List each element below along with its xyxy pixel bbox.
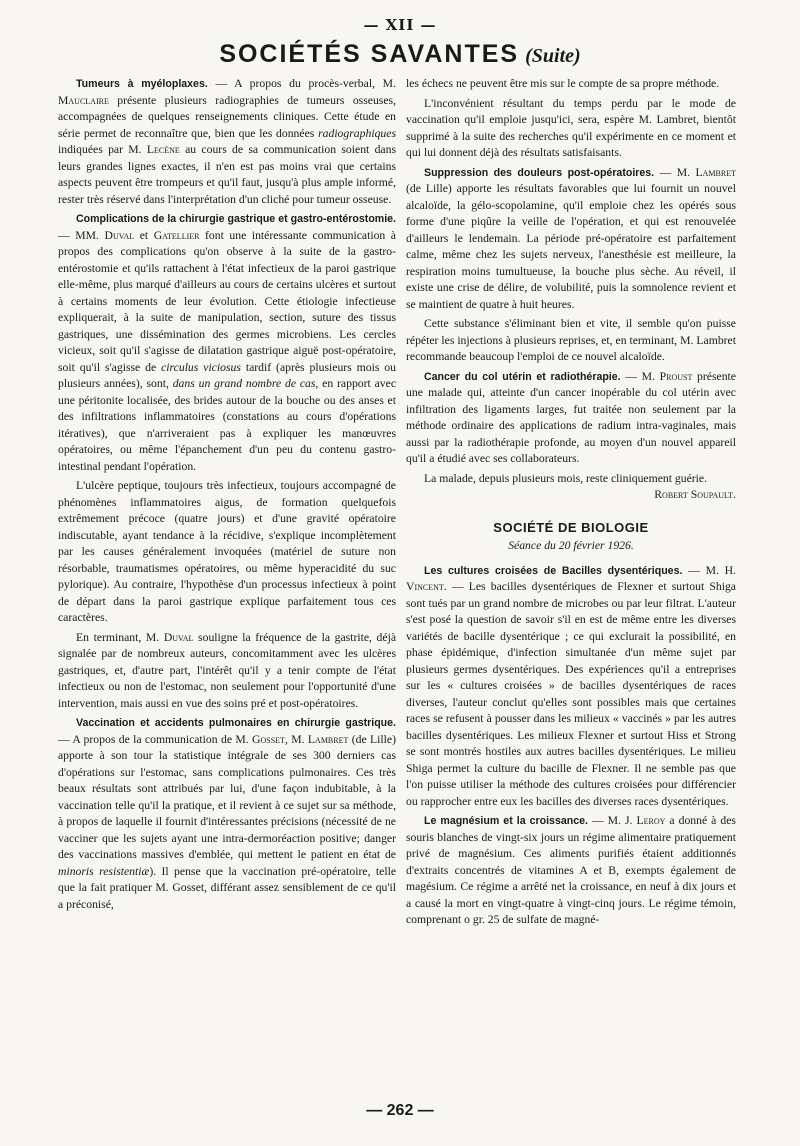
article-heading: Cancer du col utérin et radiothérapie. bbox=[424, 370, 621, 383]
author-name: Vincent bbox=[406, 580, 444, 593]
article-heading: Le magnésium et la croissance. bbox=[424, 815, 588, 827]
paragraph-terminant: En terminant, M. Duval souligne la fréquence de la gastrite, déjà signalée par de nombreux auteurs, concomitamment avec les ulcères gastriques, et, d'autre part, l'intérêt qu'il y a tenir compte de l'état infectieux ou non de l'estomac, non seulement pour l'opportunité d'une intervention, mais aussi en vue des soins pré et post-opératoires. bbox=[58, 630, 397, 710]
page-title bbox=[0, 40, 800, 69]
paragraph-ulcere: L'ulcère peptique, toujours très infectieux, toujours accompagné de phénomènes inflammatoires aigus, de formation quelquefois extrêmement précoce (quatre jours) et d'une gravité opératoire indiscutable, ayant tendance à la récidive, s'explique incomplètement par les causes généralement invoquées (matériel de suture non résorbable, traumatismes opératoires, ou même hyperacidité du suc pylorique). Au contraire, l'hypothèse d'un processus infectieux à point de départ dans la paroi gastrique explique parfaitement tous ces caractères. bbox=[58, 479, 396, 624]
article-heading: Vaccination et accidents pulmonaires en chirurgie gastrique. bbox=[76, 717, 396, 729]
article-heading: Suppression des douleurs post-opératoires. bbox=[424, 166, 655, 179]
section-heading-biologie: SOCIÉTÉ DE BIOLOGIE bbox=[493, 519, 649, 535]
paragraph-inconvenient: L'inconvénient résultant du temps perdu par le mode de vaccination qu'il emploie jusqu'ici, sera, espère M. Lambret, bientôt supprimé à la suite des recherches qu'il expérimente en ce moment et qui lui donnent déjà des résultats satisfaisants. bbox=[406, 96, 736, 159]
title-main: SOCIÉTÉS SAVANTES bbox=[219, 40, 520, 68]
article-heading: Tumeurs à myéloplaxes. bbox=[76, 78, 208, 90]
paragraph-continuation: les échecs ne peuvent être mis sur le compte de sa propre méthode. bbox=[406, 77, 720, 90]
author-name: Gatellier bbox=[153, 228, 200, 242]
article-cultures: Les cultures croisées de Bacilles dysentériques. — M. H. Vincent. — Les bacilles dysentériques de Flexner et surtout Shiga sont tués par un grand nombre de microbes ou par leur filtrat. L'auteur s'est posé la question de savoir s'il en est de même entre les diverses variétés de bacille dysentérique ; ce qui exclurait la possibilité, en phase épidémique, d'infection simultanée d'un même sujet par plusieurs germes dysentériques. Des expériences qu'il a entreprises sur les « cultures croisées » de bacilles dysentériques de races diverses, l'auteur conclut qu'elles sont possibles mais que certaines races se refusent à pousser dans les milieux « vaccinés » par les autres bacilles dysentériques. Les milieux Flexner et surtout Hiss et Strong se sont montrés hostiles aux autres bacilles dysentériques. Le milieu Shiga permet la culture du bacille de Flexner. Il ne semble pas que l'on puisse utiliser la méthode des cultures croisées pour différencier ou rapprocher entre eux les bacilles des diverses races dysentériques. bbox=[406, 563, 736, 808]
folio-roman: — XII — bbox=[363, 16, 437, 34]
signature: Robert Soupault. bbox=[654, 488, 736, 501]
author-name: Lambret bbox=[695, 165, 736, 179]
author-name: Proust bbox=[659, 369, 693, 383]
article-cancer: Cancer du col utérin et radiothérapie. — M. Proust présente une malade qui, atteinte d'un cancer inopérable du col utérin avec infiltration des ligaments larges, fut traitée non seulement par la méthode ordinaire des applications de radium intra-vaginales, mais aussi par la radiothérapie profonde, au moyen d'un nouvel appareil qu'il a étudié avec ses collaborateurs. bbox=[406, 369, 736, 465]
left-column bbox=[58, 76, 396, 916]
author-name: Lecène bbox=[146, 143, 180, 156]
author-name: Leroy bbox=[636, 814, 666, 827]
author-name: Mauclaire bbox=[58, 93, 109, 107]
paragraph-malade: La malade, depuis plusieurs mois, reste cliniquement guérie. Robert Soupault. bbox=[406, 471, 736, 504]
author-name: Gosset bbox=[252, 732, 285, 746]
article-tumeurs: Tumeurs à myéloplaxes. — A propos du procès-verbal, M. Mauclaire présente plusieurs radiographies de tumeurs osseuses, accompagnées de quelques renseignements cliniques. Cette étude en série permet de reconnaître que, bien que les données radiographiques indiquées par M. Lecène au cours de sa communication soient dans leurs grandes lignes exactes, il n'en est pas moins vrai que certains aspects peuvent être trompeurs et qu'il faut, jusqu'à plus ample informé, rester très réservé dans l'interprétation d'un cliché pour tumeur osseuse. bbox=[58, 77, 396, 206]
article-vaccination: Vaccination et accidents pulmonaires en chirurgie gastrique. — A propos de la communication de M. Gosset, M. Lambret (de Lille) apporte à son tour la statistique intégrale de ses 300 derniers cas d'opérations sur l'estomac, sans complications pulmonaires. Ces très beaux résultats sont attribués par lui, d'une façon indubitable, à la vaccination telle qu'il la pratique, et il revient à ce sujet sur sa méthode, à propos de laquelle il fournit d'intéressantes précisions (nécessité de ne vacciner que les sujets ayant une intra-dermoréaction positive; danger des vaccinations massives d'emblée, qui mettent le patient en état de minoris resistentiæ). Il pense que la vaccination pré-opératoire, telle que la fait pratiquer M. Gosset, différant assez sensiblement de ce qu'il a préconisé, bbox=[58, 717, 397, 911]
article-suppression: Suppression des douleurs post-opératoires. — M. Lambret (de Lille) apporte les résultats favorables que lui fournit un nouvel alcaloïde, la gélo-scopolamine, qu'il emploie chez les opérés sous forme d'une piqûre la veille de l'opération, et qui est renouvelée d'ailleurs le lendemain. La période pré-opératoire est parfaitement calme, même chez les sujets nerveux, l'anesthésie est meilleure, la respiration moins tumultueuse, la bouche plus sèche. Au réveil, il existe une crise de délire, de volubilité, puis la somnolence revient et se maintient de quatre à huit heures. bbox=[406, 165, 736, 311]
author-name: Duval bbox=[104, 228, 135, 242]
author-name: Lambret bbox=[307, 732, 349, 746]
article-heading: Les cultures croisées de Bacilles dysentériques. bbox=[424, 564, 683, 577]
paragraph-substance: Cette substance s'éliminant bien et vite, il semble qu'on puisse répéter les injections à plusieurs reprises, et, en terminant, M. Lambret recommande beaucoup l'emploi de ce nouvel alcaloïde. bbox=[406, 317, 736, 363]
title-suite: (Suite) bbox=[525, 45, 581, 67]
article-heading: Complications de la chirurgie gastrique et gastro-entérostomie. bbox=[76, 213, 396, 225]
author-name: Duval bbox=[163, 630, 194, 644]
right-column bbox=[406, 76, 736, 932]
seance-date: Séance du 20 février 1926. bbox=[508, 539, 634, 552]
article-complications: Complications de la chirurgie gastrique et gastro-entérostomie. — MM. Duval et Gatellier font une intéressante communication à propos des complications qu'on observe à la suite de la gastro-entérostomie et qu'ils rattachent à l'état infectieux de la paroi gastrique elle-même, plus marqué d'ailleurs au cours de certains ulcères et surtout à certains moments de leur évolution. Cette étiologie infectieuse expliquerait, à la suite de manipulation, section, suture des tissus gastriques, une dissémination des germes microbiens. Les cercles vicieux, soit qu'il s'agisse de dilatation gastrique aiguë post-opératoire, soit qu'il s'agisse de circulus viciosus tardif (après plusieurs mois ou plusieurs années), sont, dans un grand nombre de cas, en rapport avec une péritonite localisée, des brides autour de la bouche ou des anses et des infiltrations inflammatoires (constations au cours d'opérations itératives), que n'arriveraient pas à expliquer les manœuvres opératoires, ou même l'épanchement d'un peu du contenu gastro-intestinal pendant l'opération. bbox=[58, 213, 397, 473]
page-number: — 262 — bbox=[366, 1102, 434, 1119]
article-magnesium: Le magnésium et la croissance. — M. J. Leroy a donné à des souris blanches de vingt-six jours un régime alimentaire pratiquement privé de magnésium. Ces aliments purifiés étaient additionnés d'extraits concentrés de vitamines A et B, exempts également de magésium. Ce régime a arrêté net la croissance, en neuf à dix jours et a causé la mort en vingt-quatre à vingt-cinq jours. Le régime témoin, comprenant o gr. 25 de sulfate de magné- bbox=[406, 814, 736, 926]
